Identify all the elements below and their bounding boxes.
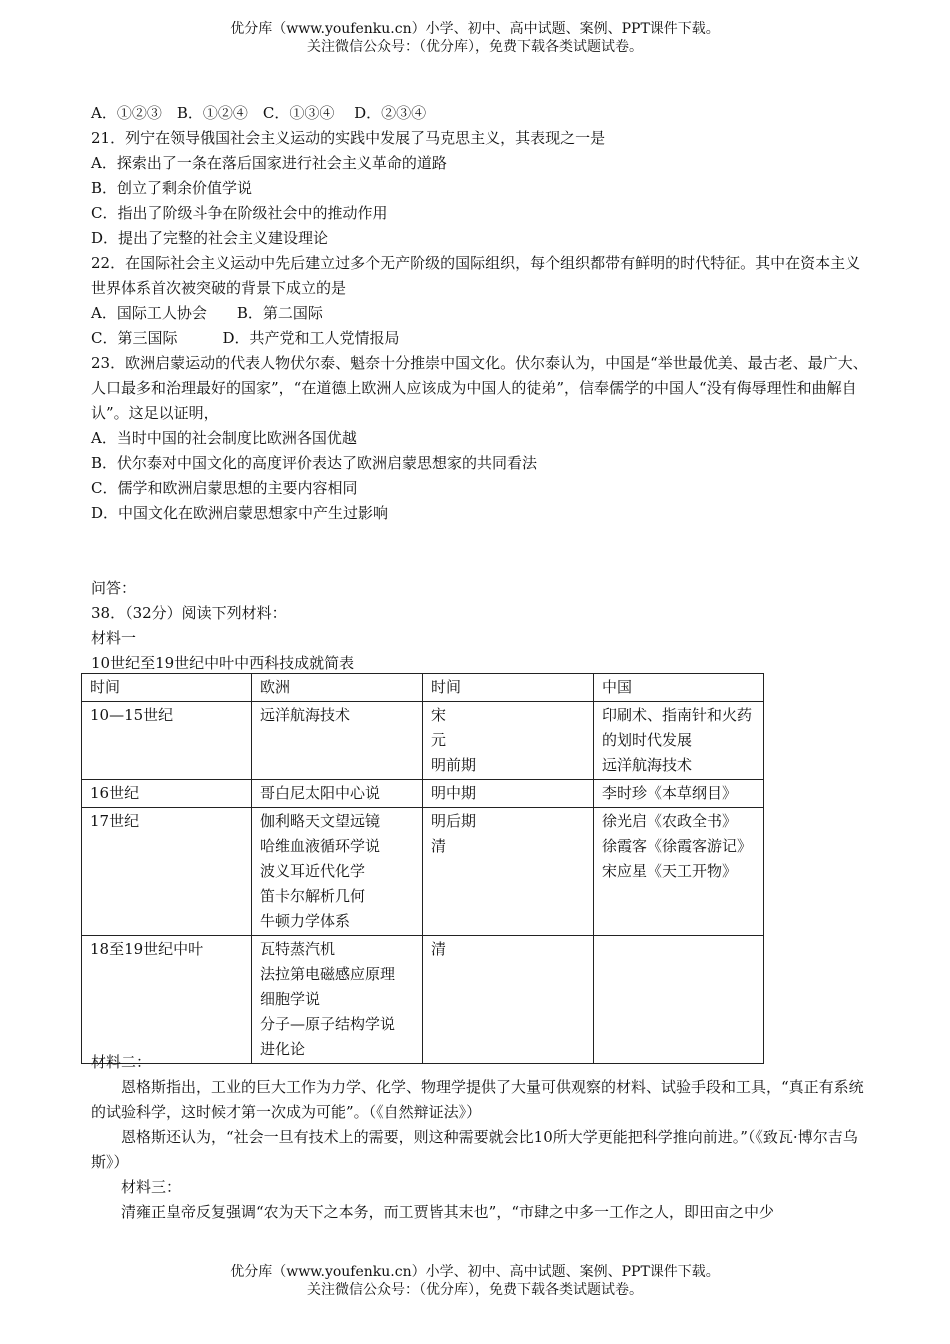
china-item: 远洋航海技术: [602, 756, 693, 774]
materials-block: [91, 1050, 871, 1225]
china-cell: [594, 780, 764, 808]
europe-cell: [252, 702, 423, 780]
table-row: [82, 808, 764, 936]
q21-option-b: B．创立了剩余价值学说: [91, 179, 253, 197]
europe-cell: [252, 808, 423, 936]
cn-time-cell: [423, 780, 594, 808]
europe-item: 细胞学说: [260, 990, 321, 1008]
china-item: 徐光启《农政全书》: [602, 812, 738, 830]
spacer: [91, 526, 871, 576]
header-line-2: 关注微信公众号：（优分库），免费下载各类试题试卷。: [307, 39, 643, 55]
header-line-1: 优分库（www.youfenku.cn）小学、初中、高中试题、案例、PPT课件下载。: [230, 21, 720, 37]
cn-time-cell: [423, 936, 594, 1064]
footer-line-1: 优分库（www.youfenku.cn）小学、初中、高中试题、案例、PPT课件下载。: [230, 1264, 720, 1280]
material3-label: 材料三：: [121, 1178, 182, 1196]
cn-time-item: 清: [431, 940, 447, 958]
china-item: 宋应星《天工开物》: [602, 862, 738, 880]
q20-options: A．①②③ B．①②④ C．①③④ D．②③④: [91, 104, 427, 122]
europe-item: 哥白尼太阳中心说: [260, 784, 381, 802]
europe-item: 远洋航海技术: [260, 706, 351, 724]
q23-stem: 23．欧洲启蒙运动的代表人物伏尔泰、魁奈十分推崇中国文化。伏尔泰认为，中国是“举世最优美、最古老、最广大、人口最多和治理最好的国家”，“在道德上欧洲人应该成为中国人的徒弟”，信奉儒学的中国人“没有侮辱理性和曲解自认”。这足以证明，: [91, 354, 868, 422]
material1-label: 材料一: [91, 629, 137, 647]
europe-cell: [252, 780, 423, 808]
material3-paragraph-1: 清雍正皇帝反复强调“农为天下之本务，而工贾皆其末也”，“市肆之中多一工作之人，即田亩之中少: [121, 1203, 775, 1221]
q21-stem: 21．列宁在领导俄国社会主义运动的实践中发展了马克思主义，其表现之一是: [91, 129, 606, 147]
europe-item: 哈维血液循环学说: [260, 837, 381, 855]
q22-options-ab: A．国际工人协会 B．第二国际: [91, 304, 323, 322]
europe-cell: [252, 936, 423, 1064]
cn-time-item: 明后期: [431, 812, 477, 830]
header-cell: 时间: [423, 674, 594, 702]
q22-stem: 22．在国际社会主义运动中先后建立过多个无产阶级的国际组织，每个组织都带有鲜明的时代特征。其中在资本主义世界体系首次被突破的背景下成立的是: [91, 254, 861, 297]
cn-time-item: 元: [431, 731, 447, 749]
europe-item: 牛顿力学体系: [260, 912, 351, 930]
q23-option-c: C．儒学和欧洲启蒙思想的主要内容相同: [91, 479, 358, 497]
table-title: 10世纪至19世纪中叶中西科技成就简表: [91, 654, 355, 672]
q23-option-d: D．中国文化在欧洲启蒙思想家中产生过影响: [91, 504, 389, 522]
period-cell: 17世纪: [82, 808, 252, 936]
table-row: [82, 702, 764, 780]
header-cell: 欧洲: [252, 674, 423, 702]
table-header-row: [82, 674, 764, 702]
q21-option-a: A．探索出了一条在落后国家进行社会主义革命的道路: [91, 154, 447, 172]
q21-option-c: C．指出了阶级斗争在阶级社会中的推动作用: [91, 204, 388, 222]
europe-item: 法拉第电磁感应原理: [260, 965, 396, 983]
q22-options-cd: C．第三国际 D．共产党和工人党情报局: [91, 329, 400, 347]
science-achievements-table: [81, 673, 764, 1064]
q38-stem: 38．（32分）阅读下列材料：: [91, 604, 287, 622]
europe-item: 笛卡尔解析几何: [260, 887, 366, 905]
cn-time-item: 清: [431, 837, 447, 855]
europe-item: 伽利略天文望远镜: [260, 812, 381, 830]
period-cell: 10—15世纪: [82, 702, 252, 780]
cn-time-cell: [423, 702, 594, 780]
material2-paragraph-2: 恩格斯还认为，“社会一旦有技术上的需要，则这种需要就会比10所大学更能把科学推向前进。”（《致瓦·博尔吉乌斯》）: [91, 1128, 858, 1171]
page-header: [0, 20, 950, 56]
q23-option-b: B．伏尔泰对中国文化的高度评价表达了欧洲启蒙思想家的共同看法: [91, 454, 538, 472]
header-cell: 时间: [82, 674, 252, 702]
material2-paragraph-1: 恩格斯指出，工业的巨大工作为力学、化学、物理学提供了大量可供观察的材料、试验手段和工具，“真正有系统的试验科学，这时候才第一次成为可能”。（《自然辩证法》）: [91, 1078, 864, 1121]
period-cell: 16世纪: [82, 780, 252, 808]
material2-label: 材料二：: [91, 1053, 152, 1071]
footer-line-2: 关注微信公众号：（优分库），免费下载各类试题试卷。: [307, 1282, 643, 1298]
china-item: 李时珍《本草纲目》: [602, 784, 738, 802]
table-row: [82, 780, 764, 808]
china-cell: [594, 808, 764, 936]
china-item: 徐霞客《徐霞客游记》: [602, 837, 753, 855]
china-cell: [594, 702, 764, 780]
table-row: [82, 936, 764, 1064]
cn-time-item: 明前期: [431, 756, 477, 774]
europe-item: 分子—原子结构学说: [260, 1015, 396, 1033]
period-cell: 18至19世纪中叶: [82, 936, 252, 1064]
europe-item: 进化论: [260, 1040, 306, 1058]
q23-option-a: A．当时中国的社会制度比欧洲各国优越: [91, 429, 357, 447]
questions-block: [91, 101, 871, 676]
q21-option-d: D．提出了完整的社会主义建设理论: [91, 229, 329, 247]
cn-time-cell: [423, 808, 594, 936]
europe-item: 波义耳近代化学: [260, 862, 366, 880]
qa-heading: 问答：: [91, 579, 137, 597]
page-footer: [0, 1263, 950, 1299]
header-cell: 中国: [594, 674, 764, 702]
china-cell: [594, 936, 764, 1064]
europe-item: 瓦特蒸汽机: [260, 940, 336, 958]
cn-time-item: 宋: [431, 706, 447, 724]
cn-time-item: 明中期: [431, 784, 477, 802]
china-item: 印刷术、指南针和火药的划时代发展: [602, 706, 753, 749]
